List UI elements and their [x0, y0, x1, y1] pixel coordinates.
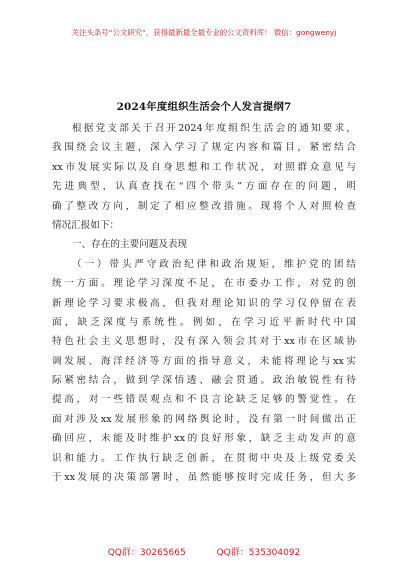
paragraph-line: 统一方面。理论学习深度不足，在市委办工作，对党的创 — [52, 278, 356, 290]
document-body — [52, 119, 356, 487]
paragraph-line: xx市发展实际以及自身思想和工作状况，对照群众意见与 — [52, 161, 356, 173]
section-heading: 一、存在的主要问题及表现 — [72, 239, 188, 251]
paragraph-line: 确回应，未能及时维护xx的良好形象，缺乏主动发声的意 — [52, 433, 356, 445]
paragraph-line: （一）带头严守政治纪律和政治规矩，维护党的团结 — [72, 258, 356, 270]
paragraph-line: 提高，对一些错误观点和不良言论缺乏足够的警觉性。在 — [52, 394, 356, 406]
paragraph-line: 面，缺乏深度与系统性。例如，在学习近平新时代中国 — [52, 316, 356, 328]
paragraph-line: 新理论学习要求极高，但我对理论知识的学习仅停留在表 — [52, 297, 356, 309]
paragraph-line: 确了整改方向，制定了相应整改措施。现将个人对照检查 — [52, 200, 356, 212]
footer-contact — [0, 545, 408, 558]
paragraph-line: 根据党支部关于召开2024年度组织生活会的通知要求， — [72, 123, 356, 134]
paragraph-line: 我围绕会议主题，深入学习了规定内容和篇目，紧密结合 — [52, 142, 356, 154]
paragraph-line: 调发展、海洋经济等方面的指导意义，未能将理论与xx实 — [52, 355, 356, 367]
document-title: 2024年度组织生活会个人发言提纲7 — [116, 101, 292, 113]
paragraph-line: 面对涉及xx发展形象的网络舆论时，没有第一时间做出正 — [52, 413, 356, 425]
paragraph-line: 情况汇报如下： — [52, 219, 120, 231]
paragraph-line: 先进典型，认真查找在“四个带头”方面存在的问题，明 — [52, 181, 356, 193]
paragraph-line: 于xx发展的决策部署时，虽然能够按时完成任务，但大多 — [52, 472, 356, 484]
paragraph-line: 际紧密结合，做到学深悟透、融会贯通。政治敏锐性有待 — [52, 375, 356, 387]
qq-group-1: QQ群：30265665 — [107, 548, 186, 558]
paragraph-line: 特色社会主义思想时，没有深入领会其对于xx市在区域协 — [52, 336, 356, 348]
promo-banner: 关注头条号“公文研究”，获得最新最全最专业的公文资料库！ 微信：gongwenyj — [71, 28, 337, 37]
paragraph-line: 识和能力。工作执行缺乏创新，在贯彻中央及上级党委关 — [52, 452, 356, 464]
qq-group-2: QQ群：535304092 — [216, 548, 301, 558]
